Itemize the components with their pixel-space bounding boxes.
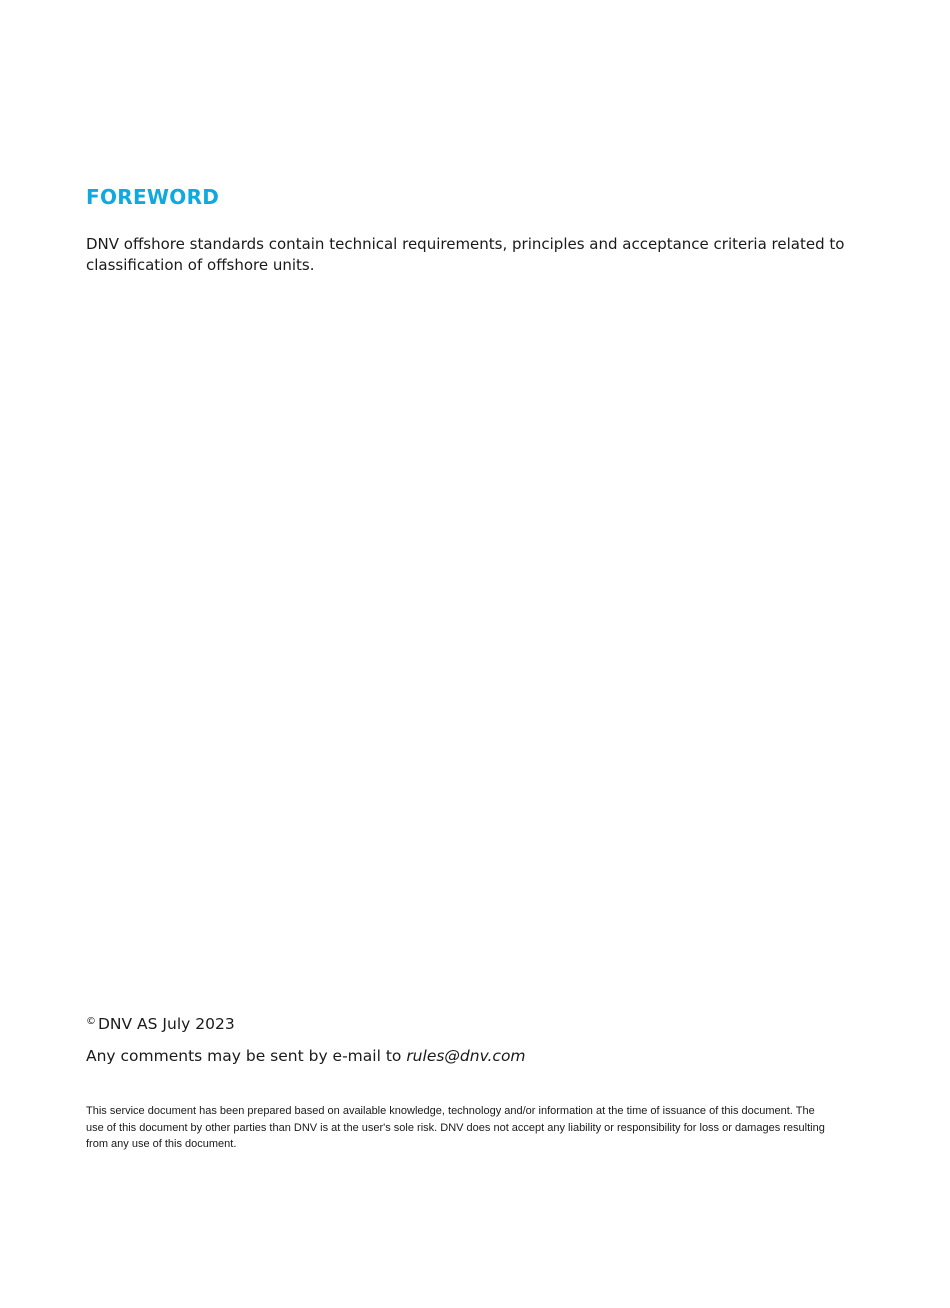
copyright-symbol: © [86,1016,96,1027]
comments-email-link[interactable]: rules@dnv.com [406,1047,526,1065]
foreword-intro: DNV offshore standards contain technical requirements, principles and acceptance criteria related to classification of offshore units. [86,235,845,274]
copyright-line [86,1015,235,1033]
comments-line [86,1047,526,1065]
disclaimer-text: This service document has been prepared based on available knowledge, technology and/or information at the time of issuance of this document. The use of this document by other parties than DNV is at the user's sole risk. DNV does not accept any liability or responsibility for loss or damages resulting from any use of this document. [86,1105,825,1150]
copyright-text: DNV AS July 2023 [98,1015,235,1033]
comments-prefix: Any comments may be sent by e-mail to [86,1047,407,1065]
page-title: FOREWORD [86,185,220,209]
